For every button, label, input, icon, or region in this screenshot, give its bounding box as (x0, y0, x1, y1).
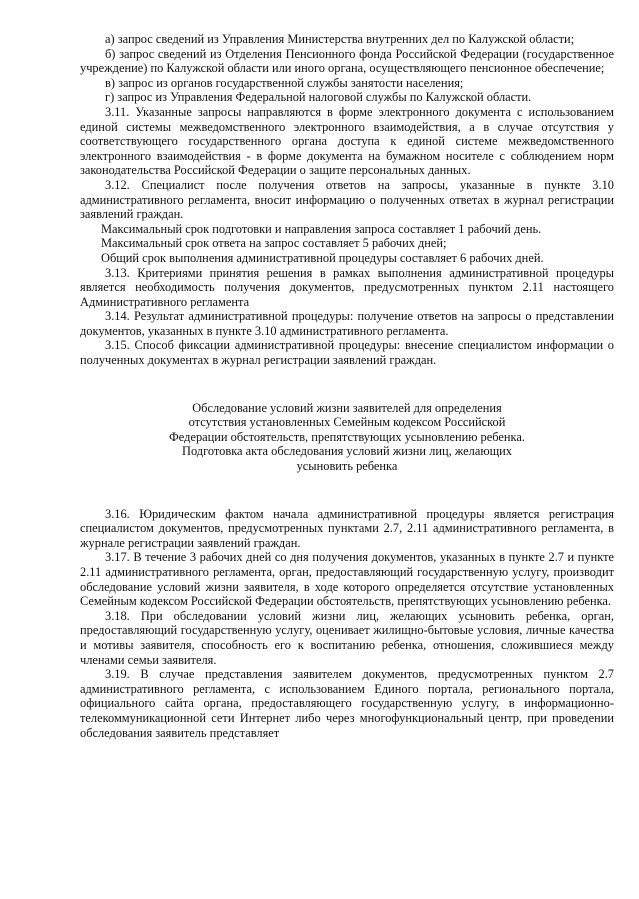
paragraph-3-14: 3.14. Результат административной процедуры: получение ответов на запросы о представлении документов, указанных в пункте 3.10 административного регламента. (80, 309, 614, 338)
section-heading (80, 401, 614, 474)
paragraph-3-12: 3.12. Специалист после получения ответов на запросы, указанные в пункте 3.10 административного регламента, вносит информацию о полученных ответах в журнал регистрации заявлений граждан. (80, 177, 614, 222)
paragraph-3-15: 3.15. Способ фиксации административной процедуры: внесение специалистом информации о полученных документах в журнал регистрации заявлений граждан. (80, 338, 614, 368)
section-heading-line: усыновить ребенка (296, 459, 398, 474)
paragraph-3-13: 3.13. Критериями принятия решения в рамках выполнения административной процедуры является необходимость получения документов, предусмотренных пунктом 2.11 настоящего Административного регламента (80, 265, 614, 309)
item-a: а) запрос сведений из Управления Министерства внутренних дел по Калужской области; (105, 32, 575, 46)
item-v: в) запрос из органов государственной службы занятости населения; (105, 75, 464, 90)
paragraph-3-16: 3.16. Юридическим фактом начала административной процедуры является регистрация специалистом документов, предусмотренных пунктами 2.7, 2.11 административного регламента, в журнале регистрации заявлений граждан. (80, 506, 614, 550)
section-heading-line: Федерации обстоятельств, препятствующих усыновлению ребенка. (169, 429, 525, 444)
section-heading-line: отсутствия установленных Семейным кодексом Российской (188, 415, 506, 430)
item-g: г) запрос из Управления Федеральной налоговой службы по Калужской области. (105, 90, 532, 105)
paragraph-3-17: 3.17. В течение 3 рабочих дней со дня получения документов, указанных в пункте 2.7 и пункте 2.11 административного регламента, орган, предоставляющий государственную услугу, производит обследование условий жизни заявителя, в ходе которого определяется отсутствие установленных Семейным кодексом Российской Федерации обстоятельств, препятствующих усыновлению ребенка. (80, 550, 614, 609)
section-heading-line: Обследование условий жизни заявителей для определения (192, 400, 502, 415)
paragraph-3-18: 3.18. При обследовании условий жизни лиц, желающих усыновить ребенка, орган, предоставляющий государственную услугу, оценивает жилищно-бытовые условия, личные качества и мотивы заявителя, способность его к воспитанию ребенка, отношения, сложившиеся между членами семьи заявителя. (80, 608, 614, 667)
paragraph-3-19: 3.19. В случае представления заявителем документов, предусмотренных пунктом 2.7 административного регламента, с использованием Единого портала, регионального портала, официального сайта органа, предоставляющего государственную услугу, в информационно-телекоммуникационной сети Интернет либо через многофункциональный центр, при проведении обследования заявитель представляет (80, 667, 614, 740)
paragraph-3-11: 3.11. Указанные запросы направляются в форме электронного документа с использованием единой системы межведомственного электронного взаимодействия, а в случае отсутствия у соответствующего государственного органа доступа к единой системе межведомственного электронного взаимодействия - в форме документа на бумажном носителе с соблюдением норм законодательства Российской Федерации о защите персональных данных. (80, 104, 614, 178)
total-term: Общий срок выполнения административной процедуры составляет 6 рабочих дней. (101, 250, 544, 265)
document-page (80, 32, 614, 740)
item-b: б) запрос сведений из Отделения Пенсионного фонда Российской Федерации (государственное учреждение) по Калужской области или иного органа, осуществляющего пенсионное обеспечение; (80, 46, 614, 76)
max-request-term: Максимальный срок подготовки и направления запроса составляет 1 рабочий день. (101, 221, 542, 236)
max-answer-term: Максимальный срок ответа на запрос составляет 5 рабочих дней; (101, 236, 447, 251)
section-heading-line: Подготовка акта обследования условий жизни лиц, желающих (182, 444, 512, 459)
